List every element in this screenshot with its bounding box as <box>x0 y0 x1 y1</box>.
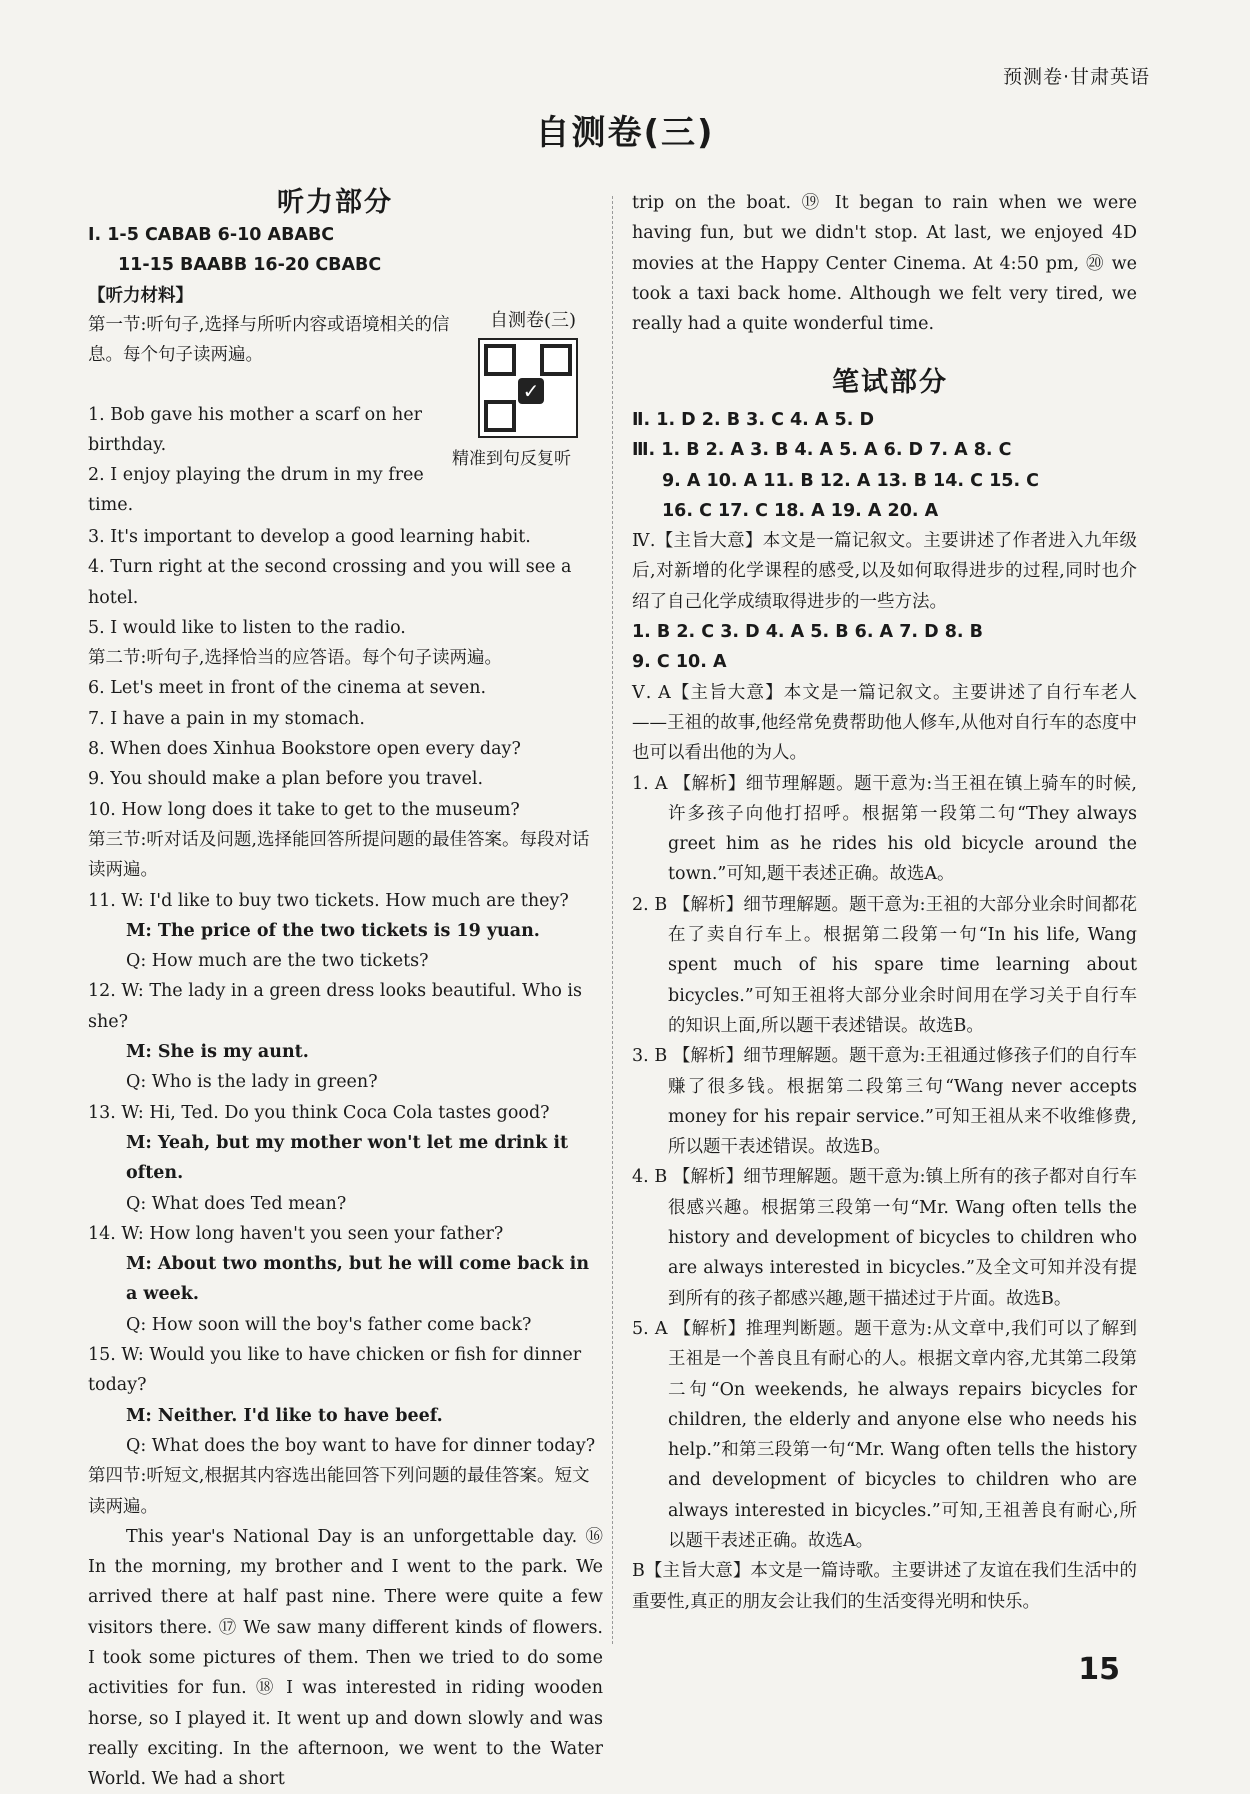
answers-section-3-row-3: 16. C 17. C 18. A 19. A 20. A <box>662 500 939 521</box>
part2-item-9: 9. You should make a plan before you travel. <box>88 769 484 790</box>
dialog-13-m: M: Yeah, but my mother won't let me drink it often. <box>126 1132 569 1184</box>
part2-item-6: 6. Let's meet in front of the cinema at seven. <box>88 678 487 699</box>
left-column <box>88 220 598 311</box>
explanation-1: 1. A 【解析】细节理解题。题干意为:当王祖在镇上骑车的时候,许多孩子向他打招呼。根据第一段第二句“They always greet him as he rides his old bicycle around the town.”可知,题干表述正确。故选A。 <box>632 773 1137 885</box>
left-list-lower <box>88 522 603 1794</box>
part2-item-8: 8. When does Xinhua Bookstore open every day? <box>88 739 521 760</box>
explanation-4: 4. B 【解析】细节理解题。题干意为:镇上所有的孩子都对自行车很感兴趣。根据第三段第一句“Mr. Wang often tells the history and development of bicycles to children who are always interested in bicycles.”及全文可知并没有提到所有的孩子都感兴趣,题干描述过于片面。故选B。 <box>632 1167 1137 1309</box>
section-4-answers-row-1: 1. B 2. C 3. D 4. A 5. B 6. A 7. D 8. B <box>632 622 983 643</box>
listening-section-title: 听力部分 <box>277 187 393 218</box>
answers-row-1: Ⅰ. 1-5 CABAB 6-10 ABABC <box>88 225 335 245</box>
explanation-5: 5. A 【解析】推理判断题。题干意为:从文章中,我们可以了解到王祖是一个善良且有耐心的人。根据文章内容,尤其第二段第二句“On weekends, he always repairs bicycles for children, the elderly and anyone else who needs his help.”和第三段第一句“Mr. Wang often tells the history and development of bicycles to children who are always interested in bicycles.”可知,王祖善良有耐心,所以题干表述正确。故选A。 <box>632 1318 1137 1551</box>
page-number: 15 <box>1078 1652 1120 1687</box>
answers-section-3-row-2: 9. A 10. A 11. B 12. A 13. B 14. C 15. C <box>662 470 1040 491</box>
answers-section-2: Ⅱ. 1. D 2. B 3. C 4. A 5. D <box>632 410 875 430</box>
section-4-answers-row-2: 9. C 10. A <box>632 652 727 673</box>
section-4-summary: Ⅳ.【主旨大意】本文是一篇记叙文。主要讲述了作者进入九年级后,对新增的化学课程的感受,以及如何取得进步的过程,同时也介绍了自己化学成绩取得进步的一些方法。 <box>632 531 1137 612</box>
dialog-11-w: 11. W: I'd like to buy two tickets. How much are they? <box>88 890 569 911</box>
dialog-13-q: Q: What does Ted mean? <box>126 1193 347 1214</box>
part1-item-4: 4. Turn right at the second crossing and you will see a hotel. <box>88 557 572 608</box>
dialog-12-m: M: She is my aunt. <box>126 1042 309 1063</box>
qr-title: 自测卷(三) <box>489 310 577 331</box>
dialog-15-q: Q: What does the boy want to have for dinner today? <box>126 1435 596 1456</box>
answers-row-2: 11-15 BAABB 16-20 CBABC <box>118 255 382 276</box>
dialog-14-w: 14. W: How long haven't you seen your father? <box>88 1223 504 1244</box>
explanation-3: 3. B 【解析】细节理解题。题干意为:王祖通过修孩子们的自行车赚了很多钱。根据第二段第三句“Wang never accepts money for his repair service.”可知王祖从来不收维修费,所以题干表述错误。故选B。 <box>632 1046 1137 1158</box>
part2-intro: 第二节:听句子,选择恰当的应答语。每个句子读两遍。 <box>88 648 502 669</box>
part2-item-7: 7. I have a pain in my stomach. <box>88 708 365 729</box>
dialog-14-q: Q: How soon will the boy's father come back? <box>126 1314 532 1335</box>
qr-caption: 精准到句反复听 <box>452 449 571 469</box>
dialog-12-w: 12. W: The lady in a green dress looks beautiful. Who is she? <box>88 981 582 1032</box>
dialog-15-m: M: Neither. I'd like to have beef. <box>126 1405 443 1426</box>
dialog-11-m: M: The price of the two tickets is 19 yuan. <box>126 920 540 941</box>
part1-item-5: 5. I would like to listen to the radio. <box>88 617 406 638</box>
dialog-13-w: 13. W: Hi, Ted. Do you think Coca Cola tastes good? <box>88 1102 550 1123</box>
part1-item-2: 2. I enjoy playing the drum in my free time. <box>88 465 424 516</box>
explanation-2: 2. B 【解析】细节理解题。题干意为:王祖的大部分业余时间都花在了卖自行车上。根据第二段第一句“In his life, Wang spent much of his spare time learning about bicycles.”可知王祖将大部分业余时间用在学习关于自行车的知识上面,所以题干表述错误。故选B。 <box>632 894 1137 1036</box>
qr-code-icon[interactable]: ✓ <box>478 338 578 438</box>
material-label: 【听力材料】 <box>88 285 193 306</box>
column-divider <box>612 196 613 1644</box>
part3-intro: 第三节:听对话及问题,选择能回答所提问题的最佳答案。每段对话读两遍。 <box>88 829 590 881</box>
section-5a-summary: Ⅴ. A【主旨大意】本文是一篇记叙文。主要讲述了自行车老人——王祖的故事,他经常免费帮助他人修车,从他对自行车的态度中也可以看出他的为人。 <box>632 682 1137 764</box>
part1-intro: 第一节:听句子,选择与所听内容或语境相关的信息。每个句子读两遍。 <box>88 315 450 366</box>
part2-item-10: 10. How long does it take to get to the museum? <box>88 799 520 820</box>
dialog-14-m: M: About two months, but he will come back in a week. <box>126 1254 590 1305</box>
passage-continued: trip on the boat. ⑲ It began to rain when we were having fun, but we didn't stop. At last, we enjoyed 4D movies at the Happy Center Cinema. At 4:50 pm, ⑳ we took a taxi back home. Although we felt very tired, we really had a quite wonderful time. <box>632 193 1137 335</box>
dialog-11-q: Q: How much are the two tickets? <box>126 951 429 972</box>
page-title: 自测卷(三) <box>535 113 715 153</box>
part4-intro: 第四节:听短文,根据其内容选出能回答下列问题的最佳答案。短文读两遍。 <box>88 1466 590 1517</box>
answers-section-3-row-1: Ⅲ. 1. B 2. A 3. B 4. A 5. A 6. D 7. A 8. C <box>632 440 1012 461</box>
page-header: 预测卷·甘肃英语 <box>1002 66 1150 88</box>
dialog-12-q: Q: Who is the lady in green? <box>126 1072 378 1093</box>
section-5b-summary: B【主旨大意】本文是一篇诗歌。主要讲述了友谊在我们生活中的重要性,真正的朋友会让我们的生活变得光明和快乐。 <box>632 1561 1137 1612</box>
dialog-15-w: 15. W: Would you like to have chicken or fish for dinner today? <box>88 1345 582 1396</box>
written-section-title: 笔试部分 <box>832 367 948 398</box>
part1-item-3: 3. It's important to develop a good learning habit. <box>88 527 531 547</box>
right-column <box>632 405 1137 1617</box>
part1-item-1: 1. Bob gave his mother a scarf on her birthday. <box>88 405 422 456</box>
listening-passage: This year's National Day is an unforgettable day. ⑯ In the morning, my brother and I went to the park. We arrived there at half past nine. There were quite a few visitors there. ⑰ We saw many different kinds of flowers. I took some pictures of them. Then we tried to do some activities for fun. ⑱ I was interested in riding wooden horse, so I played it. It went up and down slowly and was really exciting. In the afternoon, we went to the Water World. We had a short <box>88 1526 603 1790</box>
